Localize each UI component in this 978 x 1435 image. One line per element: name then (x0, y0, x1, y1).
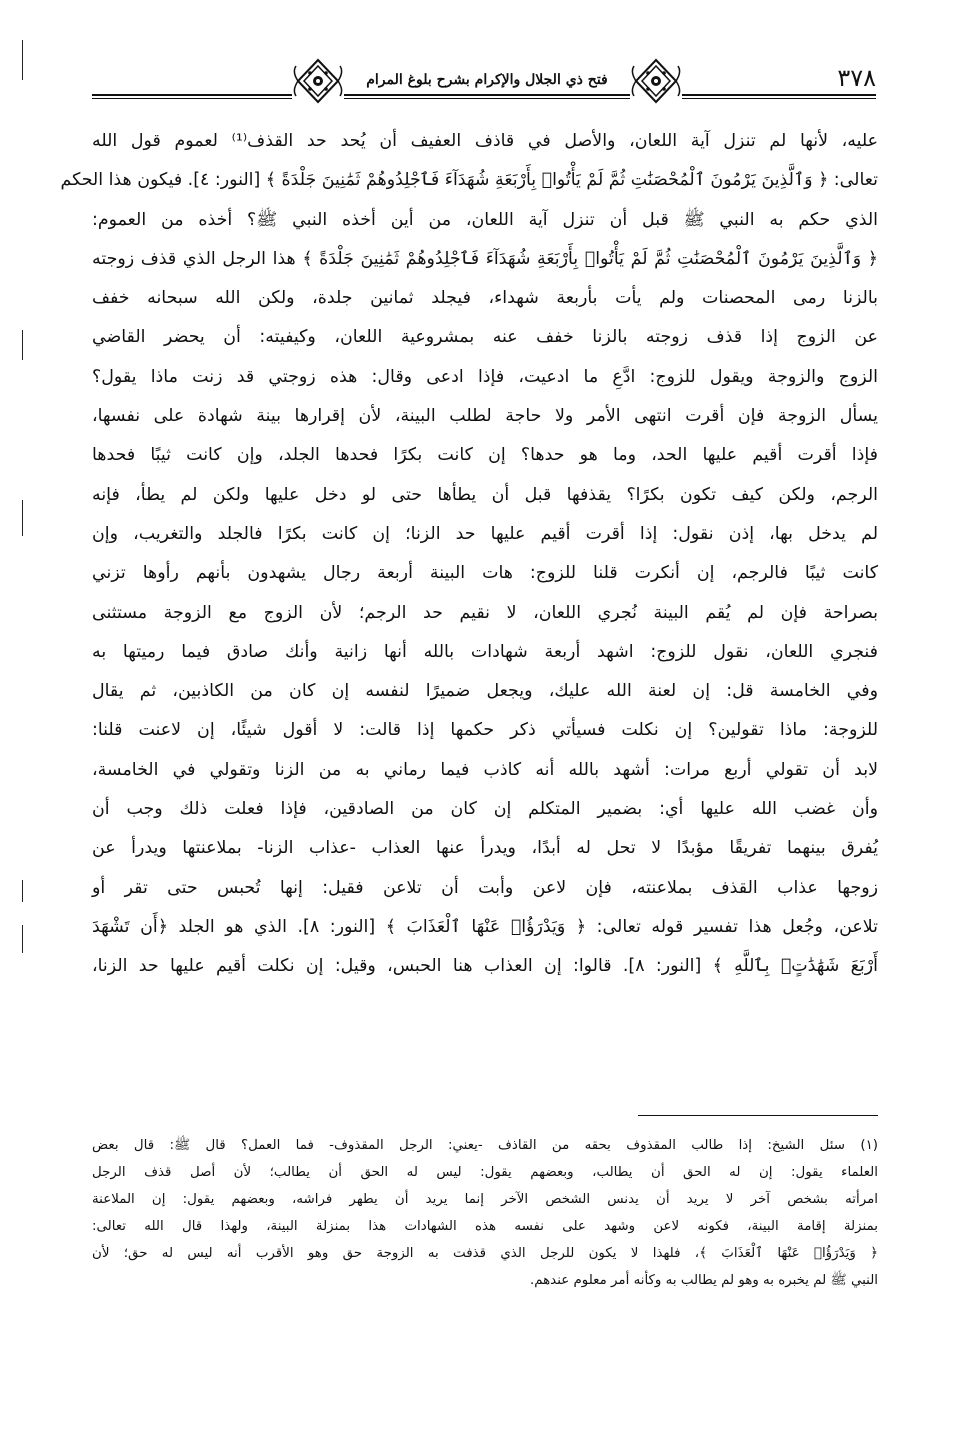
text-line: بصراحة فإن لم يُقم البينة نُجري اللعان، لا نقيم حد الرجم؛ لأن الزوج مع الزوجة مستثنى (92, 602, 878, 623)
text-line: فإذا أقرت أقيم عليها الحد، وما هو حدها؟ إن كانت بكرًا فحدها الجلد، وإن كانت ثيبًا فحدها (92, 445, 878, 466)
footnote-separator (638, 1115, 878, 1116)
running-header (92, 58, 876, 108)
margin-mark (22, 330, 23, 360)
text-line: فنجري اللعان، نقول للزوج: اشهد أربعة شهادات بالله أنها زانية وأنك صادق فيما رميتها به (92, 641, 878, 662)
header-rule (92, 94, 876, 96)
text-line: ﴿ وَٱلَّذِينَ يَرْمُونَ ٱلْمُحْصَنَٰتِ ثُمَّ لَمْ يَأْتُوا۟ بِأَرْبَعَةِ شُهَدَآءَ فَٱجْلِدُوهُمْ ثَمَٰنِينَ جَلْدَةً ﴾ هذا الرجل الذي قذف زوجته (92, 248, 878, 269)
margin-mark (22, 500, 23, 536)
text-line: لابد أن تقولي أربع مرات: أشهد بالله أنه كاذب فيما رماني به من الزنا وتقولي في الخامسة، (92, 759, 878, 780)
ornament-icon (292, 58, 344, 104)
text-line: بالزنا رمى المحصنات ولم يأت بأربعة شهداء، فيجلد ثمانين جلدة، ولكن الله سبحانه خفف (92, 288, 878, 309)
footnote (92, 1132, 878, 1294)
text-line: تلاعن، وجُعل هذا تفسير قوله تعالى: ﴿ وَيَدْرَؤُا۟ عَنْهَا ٱلْعَذَابَ ﴾ [النور: ٨]. الذي هو الجلد ﴿أَن تَشْهَدَ (92, 916, 878, 937)
page-number: ٣٧٨ (831, 64, 876, 92)
footnote-line: (١) سئل الشيخ: إذا طالب المقذوف بحقه من القاذف -يعني: الرجل المقذوف- فما العمل؟ قال ﷺ: قال بعض (92, 1138, 878, 1153)
header-rule (92, 98, 876, 99)
text-line: يُفرق بينهما تفريقًا مؤبدًا لا تحل له أبدًا، ويدرأ عنها العذاب -عذاب الزنا- بملاعنتها ويدرأ عن (92, 838, 878, 859)
footnote-line: النبي ﷺ لم يخبره به وهو لم يطالب به وكأنه أمر معلوم عندهم. (529, 1273, 878, 1288)
book-title: فتح ذي الجلال والإكرام بشرح بلوغ المرام (352, 72, 622, 88)
text-line: عليه، لأنها لم تنزل آية اللعان، والأصل في قاذف العفيف أن يُحد حد القذف⁽¹⁾ لعموم قول الله (92, 131, 878, 151)
footnote-line: ﴿ وَيَدْرَؤُا۟ عَنْهَا ٱلْعَذَابَ ﴾، فلهذا لا يكون للرجل الذي قذفت به الزوجة حق وهو الأقرب أنه ليس له حق؛ لأن (92, 1246, 878, 1261)
text-line: الزوج والزوجة ويقول للزوج: ادَّعِ ما ادعيت، فإذا ادعى وقال: هذه زوجتي قد زنت ماذا يقول؟ (92, 366, 878, 387)
text-line: وأن غضب الله عليها أي: بضمير المتكلم إن كان من الصادقين، فإذا فعلت ذلك وجب أن (92, 799, 878, 820)
text-line: أَرْبَعَ شَهَٰدَٰتٍۭ بِٱللَّهِ ﴾ [النور: ٨]. قالوا: إن العذاب هنا الحبس، وقيل: إن نكلت أقيم عليها حد الزنا، (92, 956, 879, 977)
text-line: يسأل الزوجة فإن أقرت انتهى الأمر ولا حاجة لطلب البينة، لأن إقرارها بينة شهادة على نفسها، (92, 406, 878, 427)
footnote-line: العلماء يقول: إن له الحق أن يطالب، وبعضهم يقول: ليس له الحق أن يطالب؛ لأن أصل قذف الرجل (92, 1165, 878, 1180)
text-line: عن الزوج إذا قذف زوجته بالزنا خفف عنه بمشروعية اللعان، وكيفيته: أن يحضر القاضي (92, 327, 878, 348)
text-line: وفي الخامسة قل: إن لعنة الله عليك، ويجعل ضميرًا لنفسه إن كان من الكاذبين، ثم يقال (92, 681, 878, 702)
text-line: الرجم، ولكن كيف تكون بكرًا؟ يقذفها قبل أن يطأها حتى لو دخل عليها ولكن لم يطأ، فإنه (92, 484, 878, 505)
margin-mark (22, 880, 23, 902)
text-line: زوجها عذاب القذف بملاعنته، فإن لاعن وأبت أن تلاعن فقيل: إنها تُحبس حتى تقر أو (92, 877, 878, 898)
margin-mark (22, 40, 23, 80)
margin-mark (22, 925, 23, 953)
text-line: كانت ثيبًا فالرجم، إن أنكرت قلنا للزوج: هات البينة أربعة رجال يشهدون بأنهم رأوها تزني (92, 563, 878, 584)
body-text (60, 122, 879, 987)
text-line: الذي حكم به النبي ﷺ قبل أن تنزل آية اللعان، من أين أخذه النبي ﷺ؟ أخذه من العموم: (92, 209, 878, 230)
footnote-line: بمنزلة إقامة البينة، فكونه لاعن وشهد على نفسه هذه الشهادات هذا بمنزلة البينة، ولهذا قال الله تعالى: (92, 1219, 878, 1234)
text-line: تعالى: ﴿ وَٱلَّذِينَ يَرْمُونَ ٱلْمُحْصَنَٰتِ ثُمَّ لَمْ يَأْتُوا۟ بِأَرْبَعَةِ شُهَدَآءَ فَٱجْلِدُوهُمْ ثَمَٰنِينَ جَلْدَةً ﴾ [النور: ٤]. فيكون هذا الحكم (60, 170, 878, 191)
text-line: لم يدخل بها، إذن نقول: إذا أقرت أقيم عليها حد الزنا؛ إن كانت بكرًا فالجلد والتغريب، وإن (92, 523, 878, 544)
ornament-icon (630, 58, 682, 104)
text-line: للزوجة: ماذا تقولين؟ إن نكلت فسيأتي ذكر حكمها إذا قالت: لا أقول شيئًا، إن لاعنت قلنا: (92, 720, 878, 741)
footnote-line: امرأته بشخص آخر لا يريد أن يدنس الشخص الآخر إنما يريد أن يطهر فراشه، وبعضهم يقول: إن الملاعنة (92, 1192, 878, 1207)
